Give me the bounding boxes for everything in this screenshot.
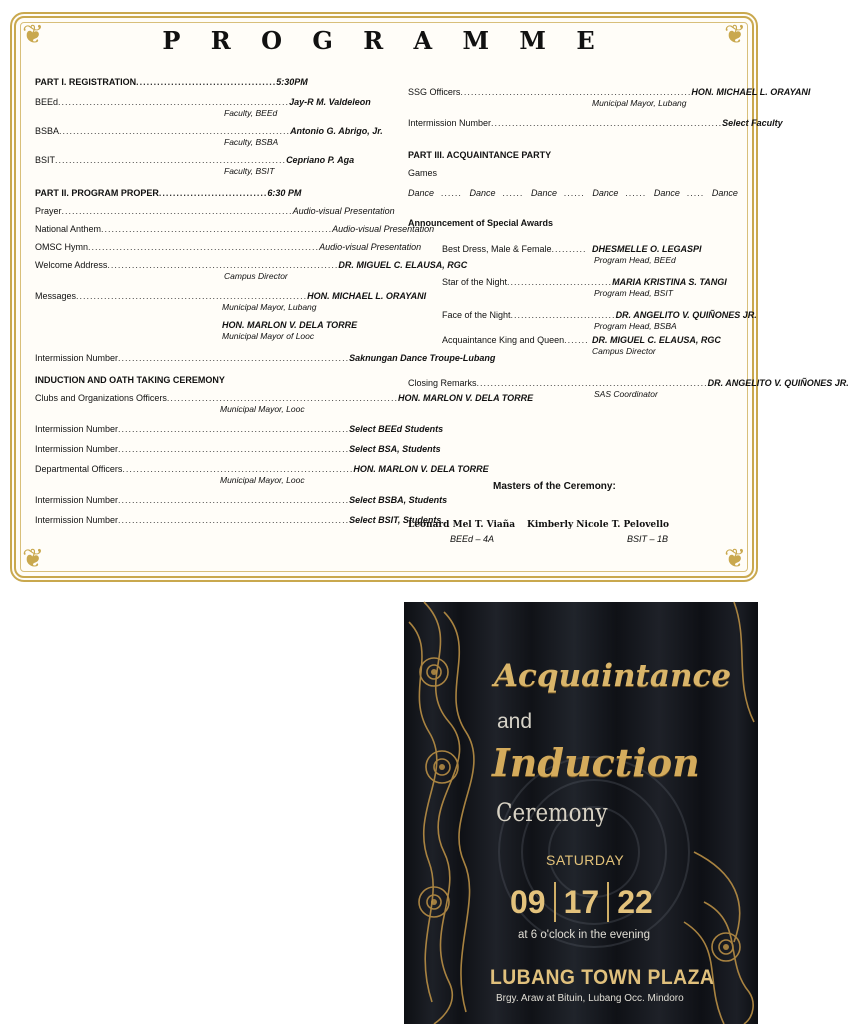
program-item-intermission-faculty: Intermission Number .................................................................. Select Faculty	[408, 118, 783, 128]
mc-section-2: BSIT – 1B	[627, 534, 669, 544]
bsit-role: Faculty, BSIT	[224, 166, 275, 176]
welcome-role: Campus Director	[224, 271, 288, 281]
program-item-anthem: National Anthem .................................................................. Audio-visual Presentation	[35, 224, 435, 234]
messages-speaker-2: HON. MARLON V. DELA TORRE	[222, 320, 358, 330]
mc-section-1: BEEd – 4A	[450, 534, 495, 544]
mc-name-1: Leonard Mel T. Viaña	[408, 520, 516, 530]
dance-list: Dance ...... Dance ...... Dance ...... Dance ...... Dance ..... Dance	[408, 188, 738, 198]
ornament-corner-icon: ❦	[724, 544, 746, 574]
part3-acquaintance-party: PART III. ACQUAINTANCE PARTY	[408, 150, 552, 160]
award-face-role: Program Head, BSBA	[594, 321, 677, 331]
program-item-ssg: SSG Officers .................................................................. HON. MICHAEL L. ORAYANI	[408, 87, 811, 97]
program-item-intermission-3: Intermission Number .................................................................. Select BSA, Students	[35, 444, 441, 454]
dance-item: Dance	[711, 188, 738, 198]
program-item-messages: Messages .................................................................. HON. MICHAEL L. ORAYANI	[35, 291, 427, 301]
award-face-of-night: Face of the Night .............................. DR. ANGELITO V. QUIÑONES JR.	[442, 310, 757, 320]
program-item-intermission-1: Intermission Number .................................................................. Saknungan Dance Troupe-Lubang	[35, 353, 496, 363]
card-title-acquaintance: Acquaintance	[494, 658, 732, 694]
program-item-clubs: Clubs and Organizations Officers .................................................................. HON. MARLON V. DELA TORRE	[35, 393, 534, 403]
card-venue: LUBANG TOWN PLAZA	[490, 966, 715, 989]
award-king-queen-role: Campus Director	[592, 346, 656, 356]
card-title-induction: Induction	[492, 740, 700, 785]
award-king-queen: Acquaintance King and Queen ....... DR. MIGUEL C. ELAUSA, RGC	[442, 335, 721, 345]
clubs-role: Municipal Mayor, Looc	[220, 404, 305, 414]
dance-item: Dance	[653, 188, 680, 198]
induction-heading: INDUCTION AND OATH TAKING CEREMONY	[35, 375, 225, 385]
card-date-year: 22	[617, 883, 653, 920]
card-day: SATURDAY	[546, 852, 625, 868]
ornament-corner-icon: ❦	[724, 20, 746, 50]
programme-title: P R O G R A M M E	[162, 26, 606, 55]
messages-role-1: Municipal Mayor, Lubang	[222, 302, 317, 312]
ornament-corner-icon: ❦	[22, 544, 44, 574]
award-best-dress-role: Program Head, BEEd	[594, 255, 676, 265]
ornament-corner-icon: ❦	[22, 20, 44, 50]
programme-right-column	[408, 86, 849, 400]
masters-of-ceremony-heading: Masters of the Ceremony:	[493, 481, 616, 492]
program-item-beed: BEEd .................................................................. Jay-R M. Valdeleon	[35, 97, 371, 107]
beed-role: Faculty, BEEd	[224, 108, 278, 118]
program-item-bsba: BSBA .................................................................. Antonio G. Abrigo, Jr.	[35, 126, 383, 136]
part2-program-proper: PART II. PROGRAM PROPER ............................... 6:30 PM	[35, 188, 302, 198]
dance-item: Dance	[469, 188, 496, 198]
award-star-role: Program Head, BSIT	[594, 288, 673, 298]
dance-item: Dance	[592, 188, 619, 198]
invitation-card	[404, 602, 758, 1024]
ssg-role: Municipal Mayor, Lubang	[592, 98, 687, 108]
card-address: Brgy. Araw at Bituin, Lubang Occ. Mindoro	[496, 993, 684, 1004]
program-item-closing: Closing Remarks .................................................................. DR. ANGELITO V. QUIÑONES JR.	[408, 378, 849, 388]
card-date-month: 09	[510, 883, 546, 920]
games-label: Games	[408, 168, 438, 178]
program-item-intermission-4: Intermission Number .................................................................. Select BSBA, Students	[35, 495, 448, 505]
card-title-ceremony: Ceremony	[496, 798, 608, 827]
card-time: at 6 o'clock in the evening	[518, 929, 650, 941]
award-best-dress: Best Dress, Male & Female .......... DHESMELLE O. LEGASPI	[442, 244, 702, 254]
special-awards-heading: Announcement of Special Awards	[408, 218, 554, 228]
bsba-role: Faculty, BSBA	[224, 137, 279, 147]
dance-item: Dance	[530, 188, 557, 198]
program-item-intermission-2: Intermission Number .................................................................. Select BEEd Students	[35, 424, 444, 434]
card-title-and: and	[497, 710, 533, 733]
program-item-bsit: BSIT .................................................................. Cepriano P. Aga	[35, 155, 355, 165]
card-date	[502, 882, 661, 922]
closing-role: SAS Coordinator	[594, 389, 658, 399]
mc-name-2: Kimberly Nicole T. Pelovello	[527, 520, 669, 530]
part1-registration: PART I. REGISTRATION ........................................ 5:30PM	[35, 77, 308, 87]
program-item-intermission-5: Intermission Number .................................................................. Select BSIT, Students	[35, 515, 442, 525]
program-item-departmental: Departmental Officers .................................................................. HON. MARLON V. DELA TORRE	[35, 464, 489, 474]
messages-role-2: Municipal Mayor of Looc	[222, 331, 315, 341]
card-date-day: 17	[563, 883, 600, 920]
departmental-role: Municipal Mayor, Looc	[220, 475, 305, 485]
dance-item: Dance	[408, 188, 435, 198]
program-item-prayer: Prayer .................................................................. Audio-visual Presentation	[35, 206, 395, 216]
program-item-hymn: OMSC Hymn .................................................................. Audio-visual Presentation	[35, 242, 422, 252]
program-item-welcome: Welcome Address .................................................................. DR. MIGUEL C. ELAUSA, RGC	[35, 260, 468, 270]
award-star-of-night: Star of the Night .............................. MARIA KRISTINA S. TANGI	[442, 277, 727, 287]
